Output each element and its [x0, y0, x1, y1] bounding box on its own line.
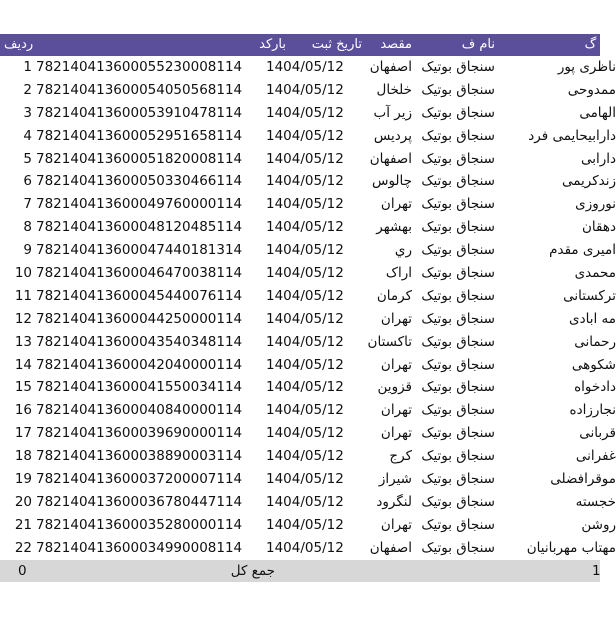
cell-barcode: 782140413600040840000114 [36, 402, 243, 419]
cell-from: سنجاق بوتیک [421, 81, 495, 98]
cell-barcode: 782140413600043540348114 [36, 333, 243, 350]
cell-date: 1404/05/12 [266, 196, 344, 213]
cell-name: مه ابادی [569, 310, 616, 327]
cell-date: 1404/05/12 [266, 448, 344, 465]
cell-barcode: 782140413600051820008114 [36, 150, 243, 167]
table-header [0, 34, 616, 56]
cell-index: 10 [14, 265, 32, 282]
cell-date: 1404/05/12 [266, 356, 344, 373]
cell-barcode: 782140413600049760000114 [36, 196, 243, 213]
cell-destination: تهران [380, 425, 412, 442]
total-row [0, 560, 600, 582]
cell-barcode: 782140413600039690000114 [36, 425, 243, 442]
cell-destination: خلخال [376, 81, 412, 98]
header-from[interactable]: نام ف [461, 37, 495, 52]
total-zero: 0 [18, 562, 27, 579]
header-date[interactable]: تاریخ ثبت [311, 37, 362, 52]
cell-name: نوروزی [575, 196, 616, 213]
cell-name: رحمانی [574, 333, 616, 350]
cell-name: غفرانی [575, 448, 616, 465]
cell-date: 1404/05/12 [266, 173, 344, 190]
cell-index: 16 [14, 402, 32, 419]
cell-barcode: 782140413600036780447114 [36, 493, 243, 510]
cell-from: سنجاق بوتیک [421, 59, 495, 75]
cell-destination: تهران [380, 196, 412, 213]
table-row[interactable] [0, 308, 616, 331]
cell-index: 2 [23, 81, 32, 98]
cell-name: دارابیحایمی فرد [528, 127, 616, 144]
cell-index: 19 [14, 471, 32, 488]
cell-barcode: 782140413600037200007114 [36, 471, 243, 488]
table-row[interactable] [0, 399, 616, 422]
cell-name: موقرافضلی [550, 471, 616, 488]
cell-from: سنجاق بوتیک [421, 310, 495, 327]
cell-destination: پردیس [373, 127, 412, 144]
table-row[interactable] [0, 193, 616, 216]
table-row[interactable] [0, 422, 616, 445]
total-count: 1 [592, 562, 601, 579]
cell-barcode: 782140413600055230008114 [36, 59, 243, 75]
cell-name: خجسته [575, 493, 616, 510]
cell-index: 22 [14, 539, 32, 556]
cell-name: ناظری پور [557, 59, 616, 75]
cell-date: 1404/05/12 [266, 150, 344, 167]
cell-from: سنجاق بوتیک [421, 150, 495, 167]
cell-barcode: 782140413600053910478114 [36, 104, 243, 121]
table-row[interactable] [0, 445, 616, 468]
cell-index: 21 [14, 516, 32, 533]
cell-barcode: 782140413600041550034114 [36, 379, 243, 396]
cell-name: الهامی [579, 104, 616, 121]
table-row[interactable] [0, 354, 616, 377]
cell-date: 1404/05/12 [266, 287, 344, 304]
cell-date: 1404/05/12 [266, 333, 344, 350]
cell-from: سنجاق بوتیک [421, 402, 495, 419]
shipment-table [0, 34, 616, 582]
cell-destination: قزوین [377, 379, 412, 396]
cell-destination: تهران [380, 402, 412, 419]
cell-from: سنجاق بوتیک [421, 379, 495, 396]
cell-from: سنجاق بوتیک [421, 539, 495, 556]
cell-from: سنجاق بوتیک [421, 333, 495, 350]
cell-barcode: 782140413600054050568114 [36, 81, 243, 98]
cell-name: دارابی [580, 150, 616, 167]
cell-date: 1404/05/12 [266, 425, 344, 442]
cell-date: 1404/05/12 [266, 539, 344, 556]
table-row[interactable] [0, 285, 616, 308]
cell-destination: کرج [389, 448, 412, 465]
cell-barcode: 782140413600050330466114 [36, 173, 243, 190]
cell-index: 8 [23, 219, 32, 236]
cell-from: سنجاق بوتیک [421, 219, 495, 236]
table-row[interactable] [0, 537, 616, 560]
cell-destination: زیر آب [373, 104, 412, 121]
cell-barcode: 782140413600042040000114 [36, 356, 243, 373]
header-destination[interactable]: مقصد [380, 37, 412, 52]
cell-from: سنجاق بوتیک [421, 287, 495, 304]
cell-date: 1404/05/12 [266, 219, 344, 236]
cell-index: 1 [23, 59, 32, 75]
cell-destination: اصفهان [369, 150, 412, 167]
table-row[interactable] [0, 491, 616, 514]
table-row[interactable] [0, 170, 616, 193]
cell-from: سنجاق بوتیک [421, 425, 495, 442]
header-index[interactable]: ردیف [4, 37, 34, 52]
cell-from: سنجاق بوتیک [421, 516, 495, 533]
table-row[interactable] [0, 239, 616, 262]
table-row[interactable] [0, 102, 616, 125]
cell-name: روشن [581, 516, 616, 533]
cell-from: سنجاق بوتیک [421, 104, 495, 121]
header-barcode[interactable]: بارکد [259, 37, 286, 52]
cell-name: ترکستانی [563, 287, 616, 304]
cell-destination: لنگرود [376, 493, 412, 510]
cell-destination: تهران [380, 516, 412, 533]
cell-name: امیری مقدم [549, 242, 616, 259]
cell-index: 6 [23, 173, 32, 190]
cell-date: 1404/05/12 [266, 81, 344, 98]
cell-name: نجارزاده [569, 402, 616, 419]
table-row[interactable] [0, 79, 616, 102]
cell-index: 13 [14, 333, 32, 350]
cell-from: سنجاق بوتیک [421, 471, 495, 488]
cell-index: 11 [14, 287, 32, 304]
cell-barcode: 782140413600045440076114 [36, 287, 243, 304]
cell-destination: بهشهر [376, 219, 412, 236]
cell-from: سنجاق بوتیک [421, 242, 495, 259]
cell-from: سنجاق بوتیک [421, 356, 495, 373]
cell-index: 12 [14, 310, 32, 327]
cell-from: سنجاق بوتیک [421, 173, 495, 190]
cell-barcode: 782140413600048120485114 [36, 219, 243, 236]
cell-date: 1404/05/12 [266, 516, 344, 533]
cell-destination: شیراز [378, 471, 412, 488]
table-row[interactable] [0, 216, 616, 239]
cell-index: 7 [23, 196, 32, 213]
cell-barcode: 782140413600047440181314 [36, 242, 243, 259]
cell-destination: اصفهان [369, 539, 412, 556]
cell-date: 1404/05/12 [266, 471, 344, 488]
header-name[interactable]: نام گ [584, 37, 616, 52]
cell-destination: تاکستان [367, 333, 412, 350]
cell-barcode: 782140413600052951658114 [36, 127, 243, 144]
cell-date: 1404/05/12 [266, 379, 344, 396]
cell-from: سنجاق بوتیک [421, 265, 495, 282]
cell-barcode: 782140413600038890003114 [36, 448, 243, 465]
table-row[interactable] [0, 331, 616, 354]
cell-barcode: 782140413600035280000114 [36, 516, 243, 533]
cell-index: 14 [14, 356, 32, 373]
table-row[interactable] [0, 514, 616, 537]
cell-date: 1404/05/12 [266, 265, 344, 282]
cell-barcode: 782140413600046470038114 [36, 265, 243, 282]
cell-name: قربانی [579, 425, 616, 442]
cell-date: 1404/05/12 [266, 127, 344, 144]
cell-destination: چالوس [371, 173, 412, 190]
cell-from: سنجاق بوتیک [421, 448, 495, 465]
cell-index: 5 [23, 150, 32, 167]
cell-index: 20 [14, 493, 32, 510]
cell-destination: اصفهان [369, 59, 412, 75]
cell-name: شکوهی [571, 356, 616, 373]
cell-barcode: 782140413600034990008114 [36, 539, 243, 556]
cell-name: زندکریمی [561, 173, 616, 190]
cell-index: 4 [23, 127, 32, 144]
cell-index: 9 [23, 242, 32, 259]
cell-from: سنجاق بوتیک [421, 493, 495, 510]
table-row[interactable] [0, 376, 616, 399]
table-row[interactable] [0, 56, 616, 79]
cell-name: ممدوحی [567, 81, 616, 98]
cell-name: مهتاب مهربانیان [526, 539, 616, 556]
cell-date: 1404/05/12 [266, 493, 344, 510]
cell-date: 1404/05/12 [266, 104, 344, 121]
cell-index: 15 [14, 379, 32, 396]
cell-date: 1404/05/12 [266, 242, 344, 259]
cell-date: 1404/05/12 [266, 310, 344, 327]
cell-barcode: 782140413600044250000114 [36, 310, 243, 327]
table-row[interactable] [0, 262, 616, 285]
total-label: جمع کل [230, 562, 275, 579]
table-body [0, 56, 616, 560]
cell-destination: ري [394, 242, 412, 259]
cell-destination: تهران [380, 356, 412, 373]
cell-destination: کرمان [376, 287, 412, 304]
table-row[interactable] [0, 125, 616, 148]
cell-index: 17 [14, 425, 32, 442]
table-row[interactable] [0, 148, 616, 171]
cell-name: دهقان [582, 219, 616, 236]
cell-date: 1404/05/12 [266, 59, 344, 75]
table-row[interactable] [0, 468, 616, 491]
cell-from: سنجاق بوتیک [421, 196, 495, 213]
cell-name: محمدی [574, 265, 616, 282]
cell-name: دادخواه [574, 379, 616, 396]
cell-date: 1404/05/12 [266, 402, 344, 419]
cell-index: 3 [23, 104, 32, 121]
cell-from: سنجاق بوتیک [421, 127, 495, 144]
cell-index: 18 [14, 448, 32, 465]
cell-destination: تهران [380, 310, 412, 327]
cell-destination: اراک [385, 265, 412, 282]
